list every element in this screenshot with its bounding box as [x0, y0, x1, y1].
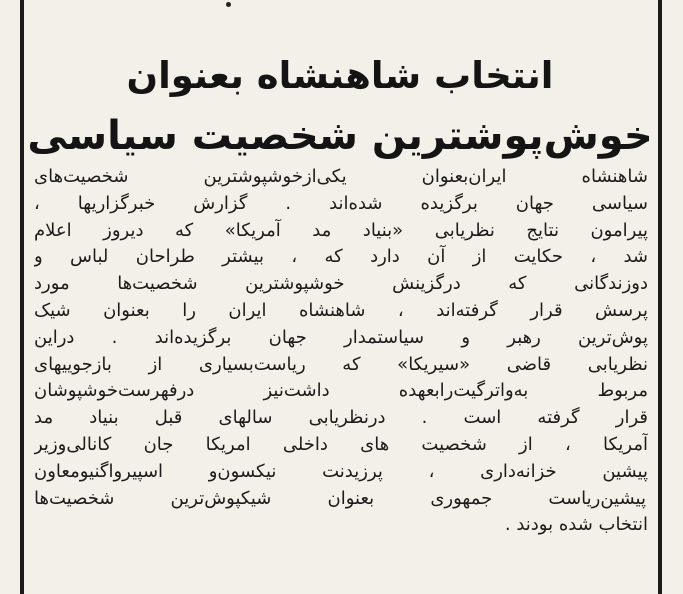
body-line: شد ، حکایت از آن دارد که ، بیشتر طراحان لباس و	[34, 246, 648, 268]
body-line: قرار گرفته است . درنظریابی سالهای قبل بنیاد مد	[34, 407, 648, 429]
body-line: پیشین‌ریاست جمهوری بعنوان شیکپوش‌ترین شخصیت‌ها	[34, 487, 646, 509]
body-line: شاهنشاه ایران‌بعنوان یکی‌ازخوشپوشترین شخصیت‌های	[34, 166, 648, 187]
headline-line-1: انتخاب شاهنشاه بعنوان	[126, 54, 554, 97]
body-line: سیاسی جهان برگزیده شده‌اند . گزارش خبرگزاریها ،	[34, 192, 648, 214]
column-rule-right	[658, 0, 662, 594]
body-line: نظریابی قاضی «سیریکا» که ریاست‌بسیاری از بازجوییهای	[34, 353, 648, 375]
body-line-last: انتخاب شده بودند .	[504, 514, 648, 536]
body-line: مربوط به‌واترگیت‌رابعهده داشت‌نیز درفهرست‌خوشپوشان	[34, 380, 648, 402]
body-line: آمریکا ، از شخصیت های داخلی امریکا جان کانالی‌وزیر	[34, 433, 648, 455]
body-line: پرسش قرار گرفته‌اند ، شاهنشاه ایران را بعنوان شیک	[34, 299, 648, 321]
body-line: دوزندگانی که درگزینش خوشپوشترین شخصیت‌ها مورد	[34, 273, 648, 295]
article-body	[34, 164, 648, 539]
body-line: پیرامون نتایج نظریابی «بنیاد مد آمریکا» که دیروز اعلام	[34, 219, 648, 241]
body-line: پوش‌ترین رهبر و سیاستمدار جهان برگزیده‌اند . دراین	[34, 326, 648, 348]
body-line: پیشین خزانه‌داری ، پرزیدنت نیکسون‌و اسپیرواگنیومعاون	[34, 460, 648, 482]
print-speck	[226, 2, 231, 7]
headline-line-2: خوش‌پوشترین شخصیت سیاسی	[27, 113, 653, 159]
column-rule-left	[20, 0, 24, 594]
